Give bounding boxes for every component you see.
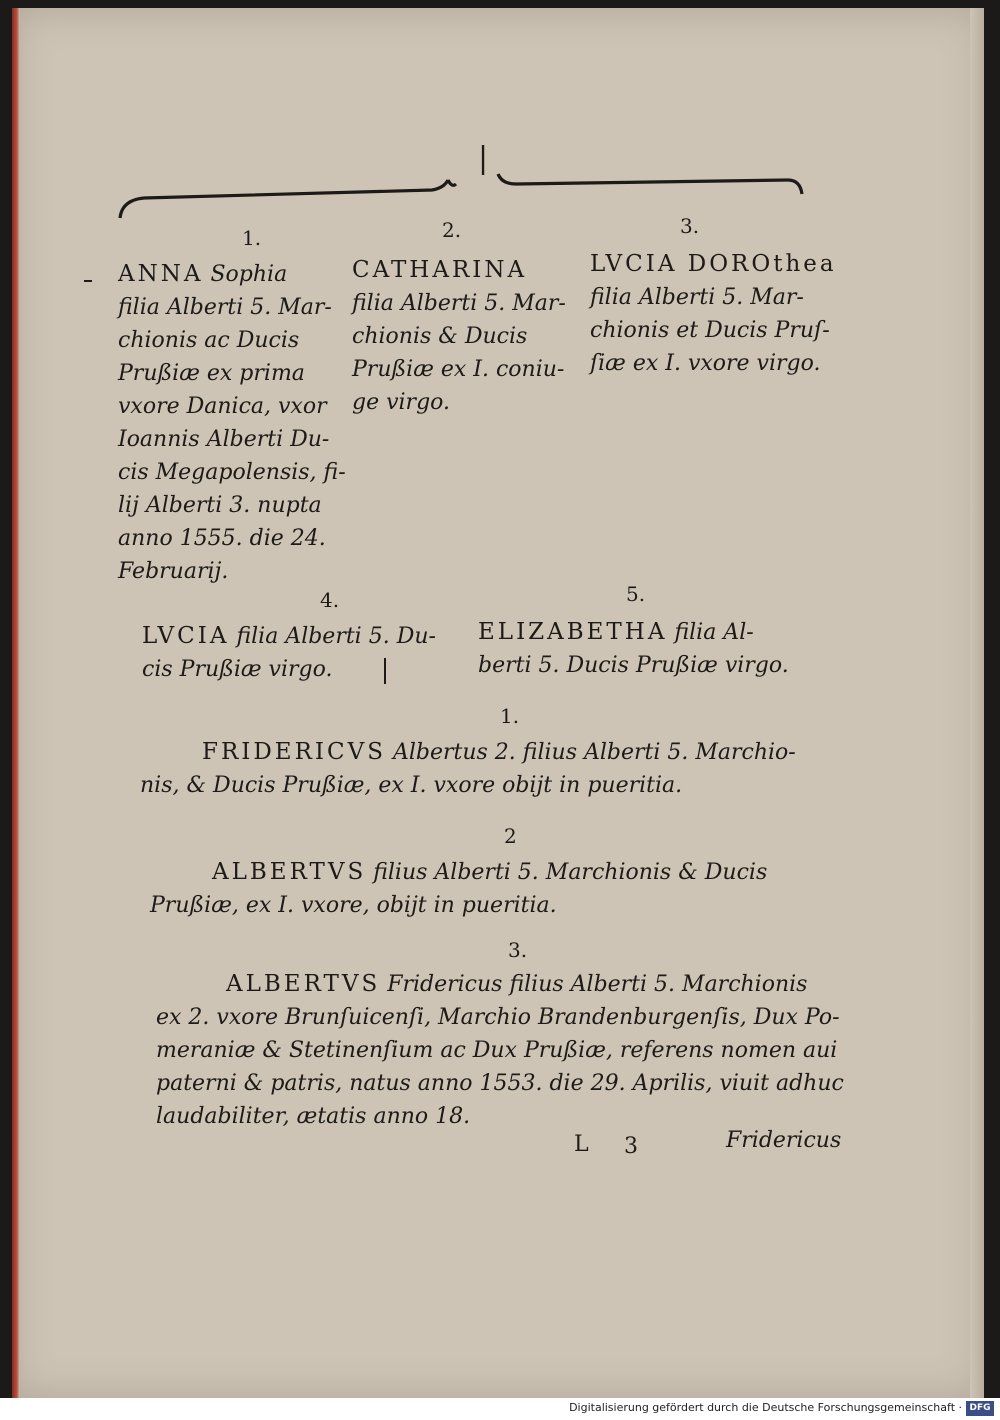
- column3-line-1: LVCIA DOROthea: [590, 251, 837, 277]
- son1-entry: [140, 736, 796, 802]
- son1-line-2: nis, & Ducis Prußiæ, ex I. vxore obijt in pueritia.: [140, 773, 683, 798]
- column2-line-3: chionis & Ducis: [352, 324, 528, 349]
- genealogy-brace: [12, 8, 984, 228]
- section5-number: 5.: [626, 582, 646, 606]
- column1-line-2: filia Alberti 5. Mar-: [118, 295, 332, 320]
- column3-entry: [590, 248, 837, 380]
- signature-number: 3: [624, 1134, 638, 1159]
- section5-line-1: ELIZABETHA filia Al-: [478, 619, 754, 645]
- section4-entry: [142, 620, 436, 686]
- book-page: [12, 8, 984, 1398]
- column2-entry: [352, 254, 566, 419]
- column3-line-4: ſiæ ex I. vxore virgo.: [590, 351, 821, 376]
- son2-line-1: ALBERTVS filius Alberti 5. Marchionis & Ducis: [212, 859, 768, 885]
- son2-line-2: Prußiæ, ex I. vxore, obijt in pueritia.: [150, 893, 557, 918]
- section-divider-mark: [384, 658, 386, 684]
- son2-number: 2: [504, 824, 517, 848]
- son3-line-4: paterni & patris, natus anno 1553. die 29. Aprilis, viuit adhuc: [156, 1071, 844, 1096]
- son1-line-1: FRIDERICVS Albertus 2. filius Alberti 5. Marchio-: [202, 739, 796, 765]
- son3-number: 3.: [508, 938, 528, 962]
- digitization-footer: [0, 1398, 1000, 1420]
- son3-line-2: ex 2. vxore Brunſuicenſi, Marchio Brandenburgenſis, Dux Po-: [156, 1005, 840, 1030]
- section5-entry: [478, 616, 789, 682]
- column-number-1: 1.: [242, 226, 262, 250]
- column1-line-4: Prußiæ ex prima: [118, 361, 305, 386]
- column1-entry: [118, 258, 346, 588]
- column1-line-3: chionis ac Ducis: [118, 328, 300, 353]
- margin-dash: [84, 280, 92, 282]
- column1-line-7: cis Megapolensis, fi-: [118, 460, 346, 485]
- son3-entry: [156, 968, 844, 1133]
- son3-line-5: laudabiliter, ætatis anno 18.: [156, 1104, 471, 1129]
- column1-line-1: ANNA Sophia: [118, 261, 288, 287]
- son3-line-3: meraniæ & Stetinenſium ac Dux Prußiæ, referens nomen aui: [156, 1038, 838, 1063]
- column1-line-10: Februarij.: [118, 559, 229, 584]
- catchword: Fridericus: [726, 1128, 842, 1153]
- section4-line-2: cis Prußiæ virgo.: [142, 657, 333, 682]
- column1-line-5: vxore Danica, vxor: [118, 394, 327, 419]
- section4-line-1: LVCIA filia Alberti 5. Du-: [142, 623, 436, 649]
- column1-line-9: anno 1555. die 24.: [118, 526, 326, 551]
- column3-line-3: chionis et Ducis Pruſ-: [590, 318, 830, 343]
- brace-top-mark: |: [478, 141, 489, 176]
- column-number-3: 3.: [680, 214, 700, 238]
- column2-line-4: Prußiæ ex I. coniu-: [352, 357, 565, 382]
- column-number-2: 2.: [442, 218, 462, 242]
- column2-line-2: filia Alberti 5. Mar-: [352, 291, 566, 316]
- footer-credit: Digitalisierung gefördert durch die Deutsche Forschungsgemeinschaft ·: [569, 1401, 962, 1414]
- column2-line-5: ge virgo.: [352, 390, 451, 415]
- son1-number: 1.: [500, 704, 520, 728]
- section4-number: 4.: [320, 588, 340, 612]
- column2-line-1: CATHARINA: [352, 257, 528, 283]
- dfg-logo-icon: DFG: [966, 1401, 994, 1416]
- column1-line-8: lij Alberti 3. nupta: [118, 493, 322, 518]
- column3-line-2: filia Alberti 5. Mar-: [590, 285, 804, 310]
- signature-mark: L: [574, 1132, 589, 1157]
- section5-line-2: berti 5. Ducis Prußiæ virgo.: [478, 653, 789, 678]
- son3-line-1: ALBERTVS Fridericus filius Alberti 5. Marchionis: [226, 971, 808, 997]
- son2-entry: [150, 856, 767, 922]
- column1-line-6: Ioannis Alberti Du-: [118, 427, 330, 452]
